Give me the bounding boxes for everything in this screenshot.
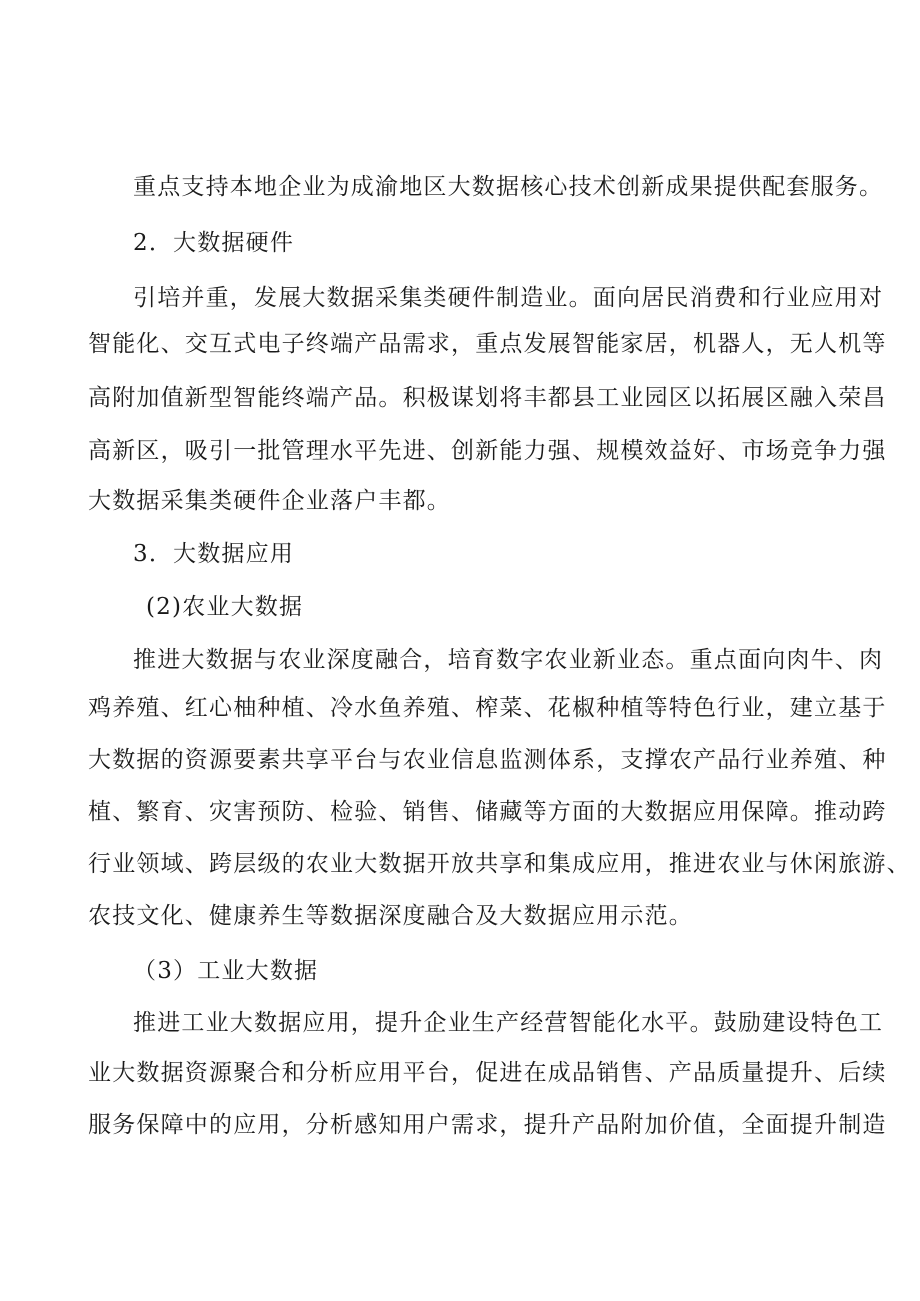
paragraph-line: 高附加值新型智能终端产品。积极谋划将丰都县工业园区以拓展区融入荣昌 (88, 385, 887, 411)
paragraph-line: 植、繁育、灾害预防、检验、销售、储藏等方面的大数据应用保障。推动跨 (88, 799, 887, 825)
paragraph-line: 农技文化、健康养生等数据深度融合及大数据应用示范。 (88, 903, 693, 929)
paragraph-line: 推进工业大数据应用，提升企业生产经营智能化水平。鼓励建设特色工 (133, 1010, 884, 1036)
paragraph-line: 行业领域、跨层级的农业大数据开放共享和集成应用，推进农业与休闲旅游、 (88, 851, 911, 877)
paragraph-line: 大数据的资源要素共享平台与农业信息监测体系，支撑农产品行业养殖、种 (88, 747, 887, 773)
paragraph-line: 智能化、交互式电子终端产品需求，重点发展智能家居，机器人，无人机等 (88, 331, 887, 357)
subsection-heading: (2)农业大数据 (146, 594, 304, 620)
paragraph-line: 重点支持本地企业为成渝地区大数据核心技术创新成果提供配套服务。 (133, 174, 884, 200)
paragraph-line: 推进大数据与农业深度融合，培育数字农业新业态。重点面向肉牛、肉 (133, 647, 884, 673)
paragraph-line: 引培并重，发展大数据采集类硬件制造业。面向居民消费和行业应用对 (133, 285, 884, 311)
paragraph-line: 高新区，吸引一批管理水平先进、创新能力强、规模效益好、市场竞争力强 (88, 438, 887, 464)
subsection-heading: （3）工业大数据 (133, 958, 319, 984)
section-heading: 2．大数据硬件 (133, 230, 295, 256)
paragraph-line: 大数据采集类硬件企业落户丰都。 (88, 488, 451, 514)
section-heading: 3．大数据应用 (133, 541, 295, 567)
paragraph-line: 业大数据资源聚合和分析应用平台，促进在成品销售、产品质量提升、后续 (88, 1060, 887, 1086)
paragraph-line: 鸡养殖、红心柚种植、冷水鱼养殖、榨菜、花椒种植等特色行业，建立基于 (88, 695, 887, 721)
paragraph-line: 服务保障中的应用，分析感知用户需求，提升产品附加价值，全面提升制造 (88, 1112, 887, 1138)
